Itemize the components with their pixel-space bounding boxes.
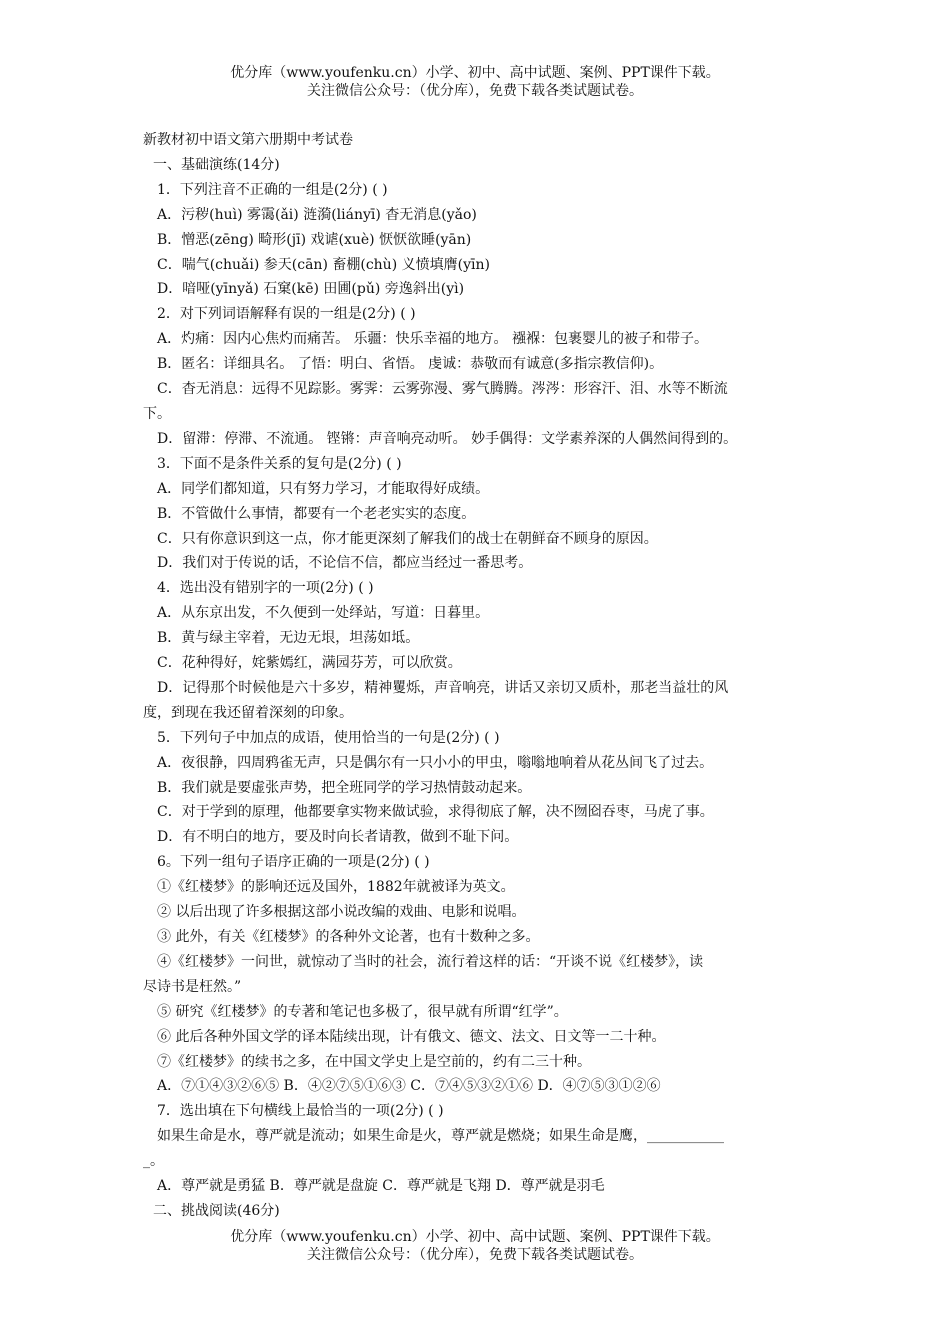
document-body bbox=[143, 128, 808, 1224]
question-6-sentence-6: ⑥ 此后各种外国文学的译本陆续出现，计有俄文、德文、法文、日文等一二十种。 bbox=[157, 1028, 666, 1045]
question-2-option-c: C．杳无消息：远得不见踪影。雾霁：云雾弥漫、雾气腾腾。涔涔：形容汗、泪、水等不断流 bbox=[157, 381, 728, 398]
question-6-sentence-1: ①《红楼梦》的影响还远及国外，1882年就被译为英文。 bbox=[157, 879, 515, 896]
question-5-option-a: A．夜很静，四周鸦雀无声，只是偶尔有一只小小的甲虫，嗡嗡地响着从花丛间飞了过去。 bbox=[157, 754, 714, 771]
question-6-sentence-4: ④《红楼梦》一问世，就惊动了当时的社会，流行着这样的话：“开谈不说《红楼梦》，读 bbox=[157, 953, 704, 970]
question-7-text: 如果生命是水，尊严就是流动；如果生命是火，尊严就是燃烧；如果生命是鹰，___________ bbox=[157, 1128, 724, 1145]
question-5-option-c: C．对于学到的原理，他都要拿实物来做试验，求得彻底了解，决不囫囵吞枣，马虎了事。 bbox=[157, 804, 714, 821]
question-7-text-continued: _。 bbox=[143, 1153, 164, 1170]
question-6-sentence-3: ③ 此外，有关《红楼梦》的各种外文论著，也有十数种之多。 bbox=[157, 929, 540, 945]
question-7-stem: 7．选出填在下句横线上最恰当的一项(2分) ( ) bbox=[157, 1103, 444, 1120]
question-4-option-d: D．记得那个时候他是六十多岁，精神矍烁，声音响亮，讲话又亲切又质朴，那老当益壮的风 bbox=[157, 679, 729, 696]
question-2-stem: 2．对下列词语解释有误的一组是(2分) ( ) bbox=[157, 306, 416, 323]
question-1-stem: 1．下列注音不正确的一组是(2分) ( ) bbox=[157, 181, 388, 198]
question-2-option-c-continued: 下。 bbox=[143, 405, 171, 422]
question-3-stem: 3．下面不是条件关系的复句是(2分) ( ) bbox=[157, 455, 402, 472]
question-1-option-b: B．憎恶(zēng) 畸形(jī) 戏谑(xuè) 恹恹欲睡(yān) bbox=[157, 231, 472, 248]
page-footer bbox=[0, 1228, 950, 1264]
question-4-stem: 4．选出没有错别字的一项(2分) ( ) bbox=[157, 580, 374, 597]
question-6-sentence-2: ② 以后出现了许多根据这部小说改编的戏曲、电影和说唱。 bbox=[157, 904, 526, 921]
question-4-option-b: B．黄与绿主宰着，无边无垠，坦荡如坻。 bbox=[157, 630, 420, 647]
document-title: 新教材初中语文第六册期中考试卷 bbox=[143, 132, 353, 148]
question-1-option-c: C．喘气(chuǎi) 参天(cān) 畜棚(chù) 义愤填膺(yīn) bbox=[157, 256, 490, 273]
header-line-2: 关注微信公众号：（优分库），免费下载各类试题试卷。 bbox=[307, 83, 643, 99]
section-heading-1: 一、基础演练(14分) bbox=[153, 156, 280, 173]
question-3-option-d: D．我们对于传说的话，不论信不信，都应当经过一番思考。 bbox=[157, 555, 533, 572]
section-heading-2: 二、挑战阅读(46分) bbox=[153, 1202, 280, 1219]
question-6-stem: 6。下列一组句子语序正确的一项是(2分) ( ) bbox=[157, 854, 430, 871]
question-7-options: A．尊严就是勇猛 B．尊严就是盘旋 C．尊严就是飞翔 D．尊严就是羽毛 bbox=[157, 1178, 605, 1195]
question-5-stem: 5．下列句子中加点的成语，使用恰当的一句是(2分) ( ) bbox=[157, 729, 500, 746]
question-1-option-a: A．污秽(huì) 雾霭(ǎi) 涟漪(liányī) 杳无消息(yǎo) bbox=[157, 206, 477, 223]
question-4-option-a: A．从东京出发，不久便到一处绎站，写道：日暮里。 bbox=[157, 605, 490, 622]
question-3-option-b: B．不管做什么事情，都要有一个老老实实的态度。 bbox=[157, 505, 476, 522]
question-3-option-a: A．同学们都知道，只有努力学习，才能取得好成绩。 bbox=[157, 480, 490, 497]
page-header bbox=[0, 64, 950, 100]
footer-line-1: 优分库（www.youfenku.cn）小学、初中、高中试题、案例、PPT课件下载。 bbox=[230, 1229, 720, 1245]
question-6-sentence-4-continued: 尽诗书是枉然。” bbox=[143, 978, 242, 995]
question-2-option-d: D．留滞：停滞、不流通。 铿锵：声音响亮动听。 妙手偶得：文学素养深的人偶然间得到的。 bbox=[157, 430, 738, 447]
question-6-sentence-5: ⑤ 研究《红楼梦》的专著和笔记也多极了，很早就有所谓“红学”。 bbox=[157, 1003, 568, 1020]
header-line-1: 优分库（www.youfenku.cn）小学、初中、高中试题、案例、PPT课件下载。 bbox=[230, 65, 720, 81]
question-2-option-b: B．匿名：详细具名。 了悟：明白、省悟。 虔诚：恭敬而有诚意(多指宗教信仰)。 bbox=[157, 356, 664, 373]
question-5-option-d: D．有不明白的地方，要及时向长者请教，做到不耻下问。 bbox=[157, 829, 519, 846]
question-3-option-c: C．只有你意识到这一点，你才能更深刻了解我们的战士在朝鲜奋不顾身的原因。 bbox=[157, 530, 658, 547]
question-6-sentence-7: ⑦《红楼梦》的续书之多，在中国文学史上是空前的，约有二三十种。 bbox=[157, 1053, 591, 1070]
question-4-option-d-continued: 度，到现在我还留着深刻的印象。 bbox=[143, 704, 353, 721]
question-1-option-d: D．喑哑(yīnyǎ) 石窠(kē) 田圃(pǔ) 旁逸斜出(yì) bbox=[157, 281, 465, 298]
footer-line-2: 关注微信公众号：（优分库），免费下载各类试题试卷。 bbox=[307, 1247, 643, 1263]
question-2-option-a: A．灼痛：因内心焦灼而痛苦。 乐疆：快乐幸福的地方。 襁褓：包裹婴儿的被子和带子。 bbox=[157, 331, 709, 348]
question-4-option-c: C．花种得好，姹紫嫣红，满园芬芳，可以欣赏。 bbox=[157, 655, 462, 672]
question-6-options: A．⑦①④③②⑥⑤ B．④②⑦⑤①⑥③ C．⑦④⑤③②①⑥ D．④⑦⑤③①②⑥ bbox=[157, 1078, 661, 1095]
question-5-option-b: B．我们就是要虚张声势，把全班同学的学习热情鼓动起来。 bbox=[157, 779, 532, 796]
